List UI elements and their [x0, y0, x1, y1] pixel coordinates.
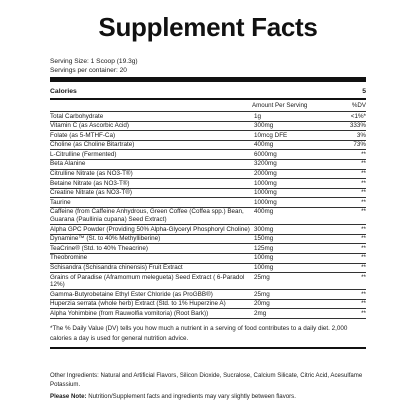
ingredient-name: Folate (as 5-MTHF-Ca): [50, 131, 116, 139]
ingredient-name: Citrulline Nitrate (as NO3-T®): [50, 170, 133, 178]
ingredient-dv: **: [361, 160, 366, 168]
ingredient-name: Dynamine™ (St. to 40% Methylliberine): [50, 235, 161, 243]
please-note: [50, 393, 380, 402]
please-note-text: Nutrition/Supplement facts and ingredients may vary slightly between flavors.: [86, 392, 296, 400]
ingredient-amount: 300mg: [254, 122, 274, 130]
table-row: [50, 290, 366, 300]
ingredient-amount: 125mg: [254, 244, 274, 252]
table-row: [50, 160, 366, 170]
table-row: [50, 170, 366, 180]
ingredient-name: Choline (as Choline Bitartrate): [50, 141, 135, 149]
header-dv: %DV: [351, 102, 366, 109]
calories-value: 5: [362, 88, 366, 95]
table-row: [50, 198, 366, 208]
table-row: [50, 122, 366, 132]
ingredient-amount: 100mg: [254, 254, 274, 262]
table-row: [50, 309, 366, 319]
ingredient-amount: 1000mg: [254, 189, 277, 197]
ingredient-amount: 150mg: [254, 235, 274, 243]
ingredient-dv: <1%*: [350, 112, 366, 120]
ingredient-amount: 6000mg: [254, 150, 277, 158]
calories-label: Calories: [50, 88, 77, 95]
ingredient-name: Taurine: [50, 198, 71, 206]
ingredient-dv: **: [361, 244, 366, 252]
ingredient-amount: 100mg: [254, 264, 274, 271]
table-header: [50, 100, 366, 112]
ingredient-name: Schisandra (Schisandra chinensis) Fruit Extract: [50, 264, 183, 271]
ingredient-dv: **: [361, 208, 366, 216]
ingredient-amount: 400mg: [254, 208, 274, 216]
ingredient-name: Grains of Paradise (Aframomum melegueta) Seed Extract ( 6-Paradol 12%): [50, 273, 245, 289]
ingredient-dv: **: [361, 198, 366, 206]
ingredient-dv: 333%: [349, 122, 366, 130]
ingredient-dv: **: [361, 179, 366, 187]
ingredient-amount: 400mg: [254, 141, 274, 149]
ingredient-dv: **: [361, 290, 366, 298]
table-row: [50, 264, 366, 274]
thick-divider: [50, 77, 366, 82]
ingredient-amount: 1g: [254, 112, 262, 120]
ingredient-dv: **: [361, 273, 366, 281]
panel-title: Supplement Facts: [98, 12, 318, 42]
dv-footnote: *The % Daily Value (DV) tells you how much a nutrient in a serving of food contributes to a daily diet. 2,000 calories a day is used for general nutrition advice.: [50, 319, 366, 349]
table-row: [50, 225, 366, 235]
table-row: [50, 235, 366, 245]
servings-per-container: Servings per container: 20: [50, 67, 127, 74]
ingredient-dv: **: [361, 150, 366, 158]
please-note-label: Please Note:: [50, 392, 87, 400]
table-row: [50, 244, 366, 254]
ingredient-dv: **: [361, 309, 366, 317]
panel-footer: [50, 372, 380, 401]
ingredient-name: Creatine Nitrate (as NO3-T®): [50, 189, 132, 197]
ingredient-name: Alpha GPC Powder (Providing 50% Alpha-Glyceryl Phosphoryl Choline): [50, 225, 250, 233]
ingredient-name: L-Citrulline (Fermented): [50, 150, 117, 158]
ingredient-amount: 20mg: [254, 300, 270, 308]
ingredient-dv: 73%: [353, 141, 366, 149]
ingredient-name: Beta Alanine: [50, 160, 86, 168]
calories-row: [50, 86, 366, 98]
ingredient-name: Total Carbohydrate: [50, 112, 104, 120]
ingredient-name: Gamma-Butyrobetaine Ethyl Ester Chloride (as ProGBB®): [50, 290, 213, 298]
header-amount: Amount Per Serving: [252, 102, 308, 109]
table-row: [50, 273, 366, 290]
ingredient-amount: 3200mg: [254, 160, 277, 168]
ingredient-amount: 25mg: [254, 290, 270, 298]
ingredient-dv: **: [361, 264, 366, 271]
ingredient-amount: 2000mg: [254, 170, 277, 178]
ingredient-dv: **: [361, 170, 366, 178]
ingredient-amount: 300mg: [254, 225, 274, 233]
table-row: [50, 189, 366, 199]
ingredient-dv: **: [361, 235, 366, 243]
table-row: [50, 141, 366, 151]
ingredient-name: Theobromine: [50, 254, 88, 262]
ingredient-name: Huperzia serrata (whole herb) Extract (Std. to 1% Huperzine A): [50, 300, 226, 308]
ingredient-name: Vitamin C (as Ascorbic Acid): [50, 122, 129, 130]
ingredient-amount: 1000mg: [254, 179, 277, 187]
table-row: [50, 131, 366, 141]
table-row: [50, 150, 366, 160]
ingredient-dv: **: [361, 189, 366, 197]
ingredient-dv: 3%: [356, 131, 366, 139]
ingredient-name: Betaine Nitrate (as NO3-T®): [50, 179, 130, 187]
ingredient-amount: 25mg: [254, 273, 270, 281]
table-row: [50, 179, 366, 189]
ingredient-amount: 10mcg DFE: [254, 131, 288, 139]
serving-size: Serving Size: 1 Scoop (19.3g): [50, 58, 138, 65]
other-ingredients: Other Ingredients: Natural and Artificial Flavors, Silicon Dioxide, Sucralose, Calcium Silicate, Citric Acid, Acesulfame Potassium.: [50, 372, 363, 388]
ingredient-dv: **: [361, 254, 366, 262]
ingredient-name: TeaCrine® (Std. to 40% Theacrine): [50, 244, 148, 252]
ingredient-name: Caffeine (from Caffeine Anhydrous, Green Coffee (Coffea spp.) Bean, Guarana (Paullinia cupana) Seed Extract): [50, 208, 244, 224]
ingredient-dv: **: [361, 225, 366, 233]
table-row: [50, 254, 366, 264]
table-row: [50, 300, 366, 310]
ingredient-dv: **: [361, 300, 366, 308]
table-row: [50, 112, 366, 122]
ingredient-table: [50, 112, 366, 319]
supplement-facts-panel: [50, 8, 366, 349]
ingredient-amount: 2mg: [254, 309, 267, 317]
table-row: [50, 208, 366, 225]
ingredient-name: Alpha Yohimbine (from Rauwolfia vomitoria) (Root Bark)): [50, 309, 209, 317]
ingredient-amount: 1000mg: [254, 198, 277, 206]
